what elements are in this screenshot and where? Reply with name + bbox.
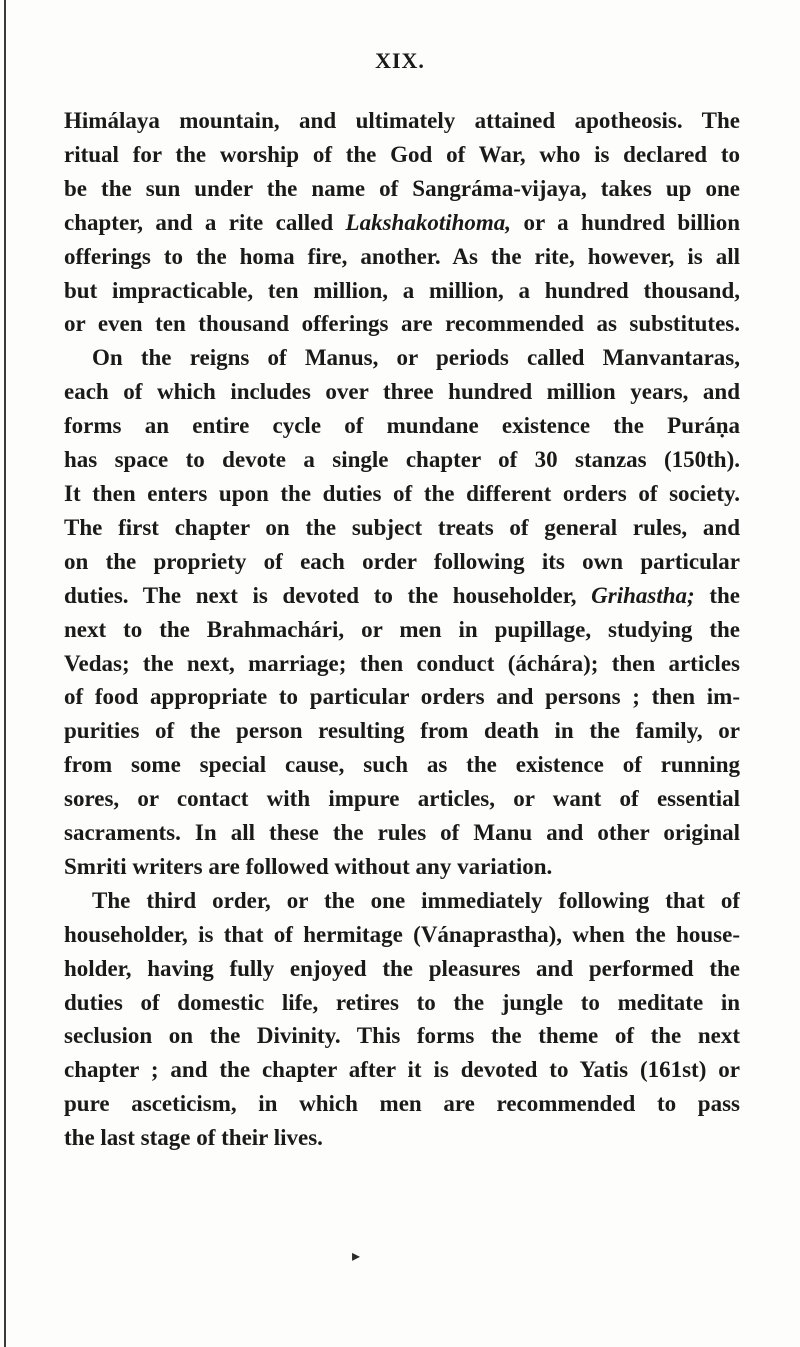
italic-term: Grihastha;	[591, 582, 695, 608]
text-line: be the sun under the name of Sangráma-vijaya, takes up one	[64, 175, 740, 201]
text-line: chapter ; and the chapter after it is devoted to Yatis (161st) or	[64, 1057, 740, 1083]
text-segment: or a hundred billion	[523, 209, 740, 235]
text-line: from some special cause, such as the existence of running	[64, 752, 740, 778]
stray-print-mark: ▸	[352, 1248, 361, 1265]
text-line: Vedas; the next, marriage; then conduct (áchára); then articles	[64, 650, 740, 676]
text-line: Himálaya mountain, and ultimately attained apotheosis. The	[64, 108, 740, 133]
text-line: seclusion on the Divinity. This forms the theme of the next	[64, 1023, 740, 1049]
text-line: holder, having fully enjoyed the pleasures and performed the	[64, 955, 740, 981]
body-text	[64, 104, 740, 1155]
text-line: The third order, or the one immediately following that of	[92, 887, 740, 913]
text-line: the last stage of their lives.	[64, 1125, 323, 1151]
text-segment: the	[709, 582, 740, 608]
text-line	[64, 579, 740, 613]
text-line: pure asceticism, in which men are recommended to pass	[64, 1091, 740, 1117]
text-line: but impracticable, ten million, a million, a hundred thousand,	[64, 277, 740, 303]
text-line: next to the Brahmachári, or men in pupillage, studying the	[64, 616, 740, 642]
page-edge-rule	[4, 0, 6, 1347]
text-line: On the reigns of Manus, or periods called Manvantaras,	[92, 345, 740, 371]
text-line	[64, 206, 740, 240]
text-line: ritual for the worship of the God of War, who is declared to	[64, 141, 740, 167]
text-line: sacraments. In all these the rules of Manu and other original	[64, 820, 740, 846]
text-line: of food appropriate to particular orders and persons ; then im-	[64, 684, 740, 710]
text-line: It then enters upon the duties of the different orders of society.	[64, 480, 740, 506]
text-line: sores, or contact with impure articles, or want of essential	[64, 786, 740, 812]
text-segment: chapter, and a rite called	[64, 209, 334, 235]
text-line: The first chapter on the subject treats of general rules, and	[64, 514, 740, 540]
text-segment: duties. The next is devoted to the householder,	[64, 582, 577, 608]
italic-term: Lakshakotihoma,	[345, 209, 512, 235]
text-line: or even ten thousand offerings are recommended as substitutes.	[64, 311, 740, 337]
page-number: XIX.	[375, 48, 425, 73]
text-line: householder, is that of hermitage (Vánaprastha), when the house-	[64, 921, 740, 947]
text-line: has space to devote a single chapter of 30 stanzas (150th).	[64, 447, 740, 473]
text-line: offerings to the homa fire, another. As the rite, however, is all	[64, 243, 740, 269]
text-line: Smriti writers are followed without any variation.	[64, 853, 553, 879]
text-line: purities of the person resulting from death in the family, or	[64, 718, 740, 744]
text-line: on the propriety of each order following its own particular	[64, 548, 740, 574]
text-line: duties of domestic life, retires to the jungle to meditate in	[64, 989, 740, 1015]
text-line: forms an entire cycle of mundane existence the Puráṇa	[64, 413, 740, 439]
text-line: each of which includes over three hundred million years, and	[64, 379, 740, 405]
